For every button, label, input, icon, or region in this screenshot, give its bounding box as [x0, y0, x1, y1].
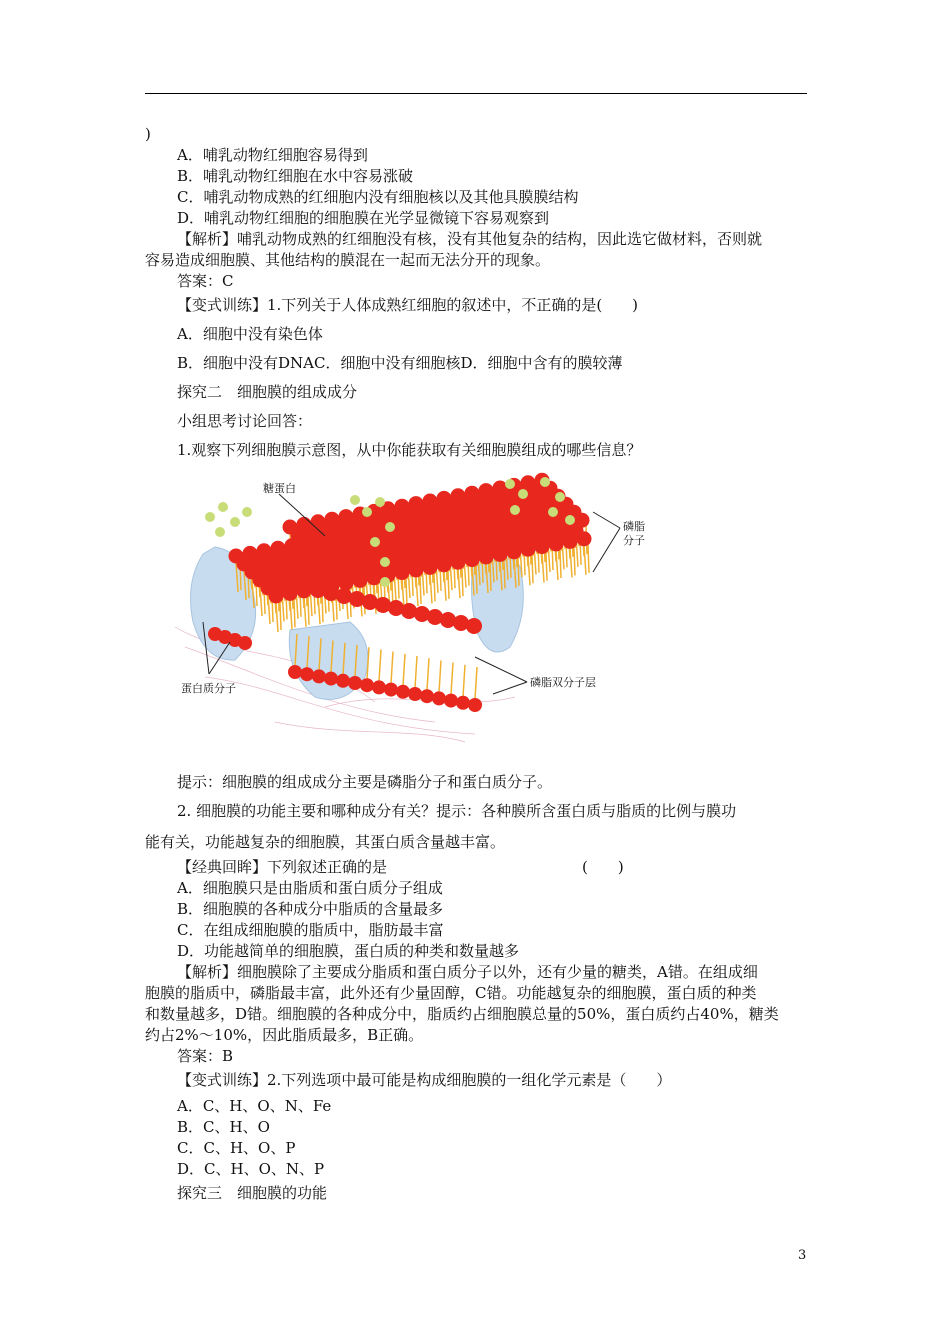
lipid-tail: [427, 658, 429, 690]
lipid-tail: [458, 568, 460, 598]
phospholipid-head: [420, 689, 434, 703]
sugar-unit: [380, 577, 390, 587]
phospholipid-head: [409, 563, 424, 578]
sugar-unit: [565, 515, 575, 525]
phospholipid-head: [549, 537, 564, 552]
lipid-tail: [462, 568, 463, 596]
sugar-unit: [380, 557, 390, 567]
option-c: C．在组成细胞膜的脂质中，脂肪最丰富: [177, 921, 444, 939]
phospholipid-head: [465, 552, 480, 567]
phospholipid-head: [563, 534, 578, 549]
analysis-text: 【解析】细胞膜除了主要成分脂质和蛋白质分子以外，还有少量的糖类，A错。在组成细: [177, 963, 758, 981]
phospholipid-label-line2: 分子: [623, 534, 645, 547]
question-text: 能有关，功能越复杂的细胞膜，其蛋白质含量越丰富。: [145, 833, 506, 851]
phospholipid-head: [339, 576, 354, 591]
option-d: D．功能越简单的细胞膜，蛋白质的种类和数量越多: [177, 942, 520, 960]
lipid-tail: [504, 560, 505, 588]
phospholipid-head: [423, 560, 438, 575]
phospholipid-label-line1: 磷脂: [623, 520, 645, 533]
phospholipid-head: [384, 683, 398, 697]
phospholipid-head: [348, 676, 362, 690]
analysis-text: 【解析】哺乳动物成熟的红细胞没有核，没有其他复杂的结构，因此选它做材料，否则就: [177, 230, 763, 248]
phospholipid-head: [507, 544, 522, 559]
phospholipid-head: [372, 680, 386, 694]
analysis-text: 容易造成细胞膜、其他结构的膜混在一起而无法分开的现象。: [145, 251, 551, 269]
option-a: A．哺乳动物红细胞容易得到: [177, 146, 368, 164]
question-text: 【变式训练】1.下列关于人体成熟红细胞的叙述中，不正确的是( ): [177, 296, 639, 314]
lipid-tail: [448, 571, 449, 599]
sugar-unit: [242, 507, 252, 517]
phospholipid-head: [451, 555, 466, 570]
phospholipid-head: [535, 539, 550, 554]
phospholipid-head: [456, 696, 470, 710]
section-heading: 探究三 细胞膜的功能: [177, 1184, 328, 1202]
sugar-unit: [375, 497, 385, 507]
lipid-tail: [304, 597, 306, 627]
phospholipid-head: [336, 674, 350, 688]
lipid-tail: [560, 550, 561, 578]
question-text: 【变式训练】2.下列选项中最可能是构成细胞膜的一组化学元素是（ ）: [177, 1071, 672, 1089]
lipid-tail: [420, 576, 421, 604]
lipid-tail: [475, 667, 477, 699]
phospholipid-head: [468, 698, 482, 712]
phospholipid-head: [444, 694, 458, 708]
lipid-tail: [532, 555, 533, 583]
lipid-tail: [451, 663, 453, 695]
sugar-unit: [230, 517, 240, 527]
sugar-unit: [218, 502, 228, 512]
phospholipid-head: [300, 667, 314, 681]
protein-molecule-label: 蛋白质分子: [181, 682, 236, 695]
analysis-text: 和数量越多，D错。细胞膜的各种成分中，脂质约占细胞膜总量的50%，蛋白质约占40%，糖类: [145, 1005, 779, 1023]
phospholipid-head: [283, 586, 298, 601]
lipid-tail: [379, 649, 381, 681]
lipid-tail: [403, 654, 405, 686]
cell-membrane-diagram: [175, 472, 645, 757]
sugar-unit: [385, 522, 395, 532]
lipid-tail: [542, 553, 544, 583]
bilayer-label: 磷脂双分子层: [530, 676, 596, 689]
option-b: B．细胞膜的各种成分中脂质的含量最多: [177, 900, 444, 918]
phospholipid-head: [324, 672, 338, 686]
phospholipid-head: [396, 685, 410, 699]
answer-text: 答案：C: [177, 272, 234, 290]
glycoprotein-label: 糖蛋白: [263, 482, 296, 495]
option-c: C．C、H、O、P: [177, 1139, 296, 1157]
option-a: A．细胞膜只是由脂质和蛋白质分子组成: [177, 879, 443, 897]
sugar-unit: [205, 512, 215, 522]
sugar-unit: [370, 537, 380, 547]
option-b: B．哺乳动物红细胞在水中容易涨破: [177, 167, 414, 185]
discussion-label: 小组思考讨论回答：: [177, 412, 313, 430]
option-d: D．C、H、O、N、P: [177, 1160, 325, 1178]
lipid-tail: [290, 599, 292, 629]
lipid-tail: [294, 599, 295, 627]
question-text: 1.观察下列细胞膜示意图，从中你能获取有关细胞膜组成的哪些信息？: [177, 441, 642, 459]
lipid-tail: [444, 571, 446, 601]
lipid-tail: [463, 665, 465, 697]
lipid-tail: [490, 563, 491, 591]
sugar-unit: [505, 479, 515, 489]
lipid-tail: [430, 573, 432, 603]
sugar-unit: [510, 505, 520, 515]
sugar-unit: [540, 477, 550, 487]
lipid-tail: [318, 594, 320, 624]
option-c: C．哺乳动物成熟的红细胞内没有细胞核以及其他具膜膜结构: [177, 188, 579, 206]
phospholipid-head: [367, 570, 382, 585]
question-text: 2. 细胞膜的功能主要和哪种成分有关？提示：各种膜所含蛋白质与脂质的比例与膜功: [177, 802, 737, 820]
sugar-unit: [362, 507, 372, 517]
phospholipid-head: [360, 678, 374, 692]
lipid-tail: [391, 652, 393, 684]
lipid-tail: [276, 602, 278, 632]
text-line: ): [145, 125, 151, 143]
sugar-unit: [350, 495, 360, 505]
classic-question: 【经典回眸】下列叙述正确的是 ( ): [177, 858, 624, 876]
phospholipid-head: [437, 557, 452, 572]
lipid-tail: [308, 597, 309, 625]
lipid-tail: [416, 576, 418, 606]
hint-text: 提示：细胞膜的组成成分主要是磷脂分子和蛋白质分子。: [177, 773, 553, 791]
sugar-unit: [548, 507, 558, 517]
section-heading: 探究二 细胞膜的组成成分: [177, 383, 358, 401]
lipid-tail: [556, 550, 558, 580]
phospholipid-head: [353, 573, 368, 588]
option-bcd: B．细胞中没有DNAC．细胞中没有细胞核D．细胞中含有的膜较薄: [177, 354, 623, 372]
lipid-tail: [518, 558, 519, 586]
lipid-tail: [528, 555, 530, 585]
lipid-tail: [546, 553, 547, 581]
phospholipid-head: [479, 550, 494, 565]
phospholipid-head: [312, 669, 326, 683]
sugar-unit: [518, 489, 528, 499]
phospholipid-head: [395, 565, 410, 580]
lipid-tail: [588, 545, 589, 573]
phospholipid-head: [288, 665, 302, 679]
phospholipid-head: [269, 589, 284, 604]
phospholipid-head: [408, 687, 422, 701]
sugar-unit: [215, 527, 225, 537]
lipid-tail: [574, 547, 575, 575]
phospholipid-head: [521, 542, 536, 557]
lipid-tail: [584, 545, 586, 575]
option-d: D．哺乳动物红细胞的细胞膜在光学显微镜下容易观察到: [177, 209, 550, 227]
lipid-tail: [406, 579, 407, 607]
header-rule: [145, 93, 807, 94]
lipid-tail: [439, 660, 441, 692]
sugar-unit: [555, 492, 565, 502]
phospholipid-head: [493, 547, 508, 562]
cell-membrane-figure: [175, 472, 645, 757]
lipid-tail: [434, 573, 435, 601]
answer-text: 答案：B: [177, 1047, 234, 1065]
lipid-tail: [570, 547, 572, 577]
phospholipid-head: [238, 636, 252, 650]
lipid-tail: [322, 594, 323, 622]
phospholipid-head: [432, 691, 446, 705]
analysis-text: 胞膜的脂质中，磷脂最丰富，此外还有少量固醇，C错。功能越复杂的细胞膜，蛋白质的种类: [145, 984, 757, 1002]
phospholipid-head: [466, 618, 482, 634]
lipid-tail: [415, 656, 417, 688]
phospholipid-head: [577, 531, 592, 546]
option-a: A．C、H、O、N、Fe: [177, 1097, 332, 1115]
page-number: 3: [798, 1248, 807, 1263]
analysis-text: 约占2%～10%，因此脂质最多，B正确。: [145, 1026, 424, 1044]
option-b: B．C、H、O: [177, 1118, 270, 1136]
lipid-tail: [476, 566, 477, 594]
lipid-tail: [280, 602, 281, 630]
option-a: A．细胞中没有染色体: [177, 325, 323, 343]
